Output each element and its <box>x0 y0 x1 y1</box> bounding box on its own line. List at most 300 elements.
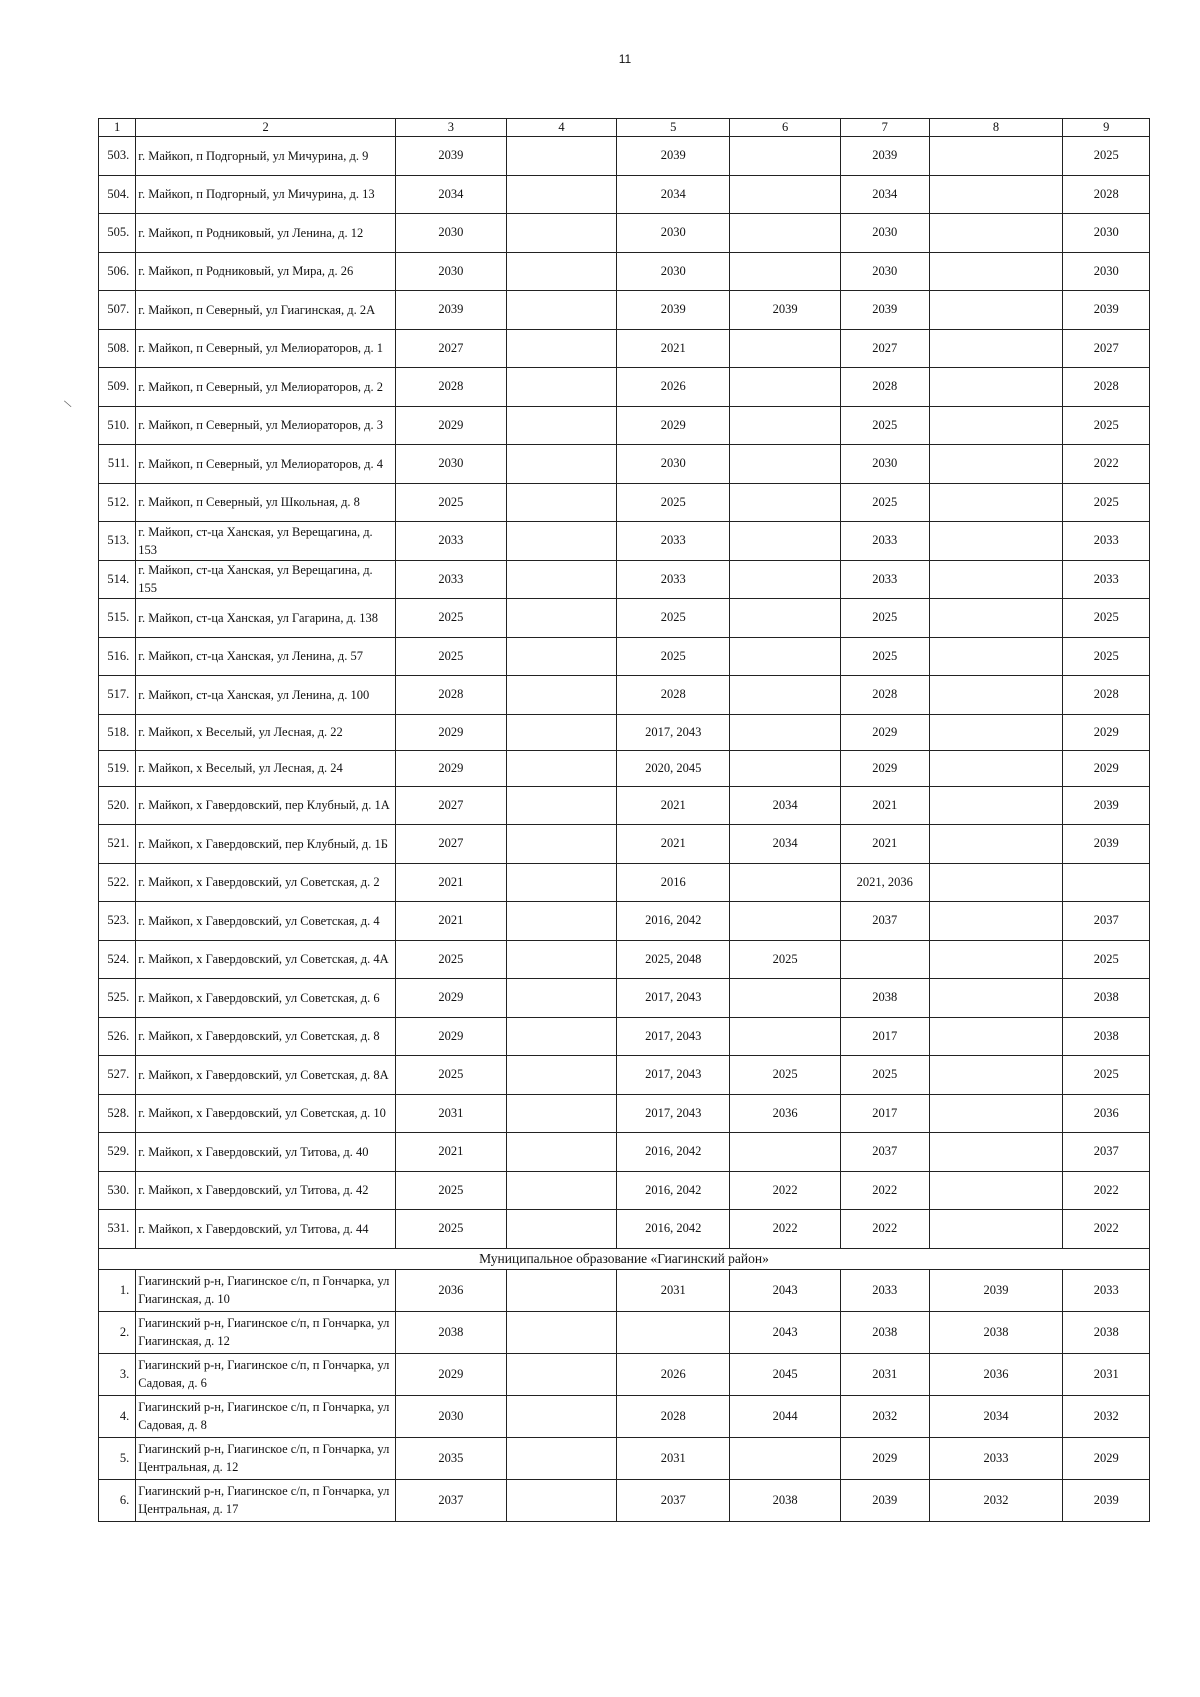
year-cell-9: 2036 <box>1063 1094 1150 1133</box>
year-cell-9: 2029 <box>1063 714 1150 750</box>
year-cell-7: 2033 <box>840 522 929 561</box>
year-cell-7: 2033 <box>840 560 929 599</box>
table-row <box>99 1133 1150 1172</box>
year-cell-7: 2025 <box>840 1056 929 1095</box>
column-header: 2 <box>136 119 396 137</box>
address-cell: г. Майкоп, п Подгорный, ул Мичурина, д. 9 <box>136 137 396 176</box>
table-row <box>99 940 1150 979</box>
year-cell-6 <box>730 329 841 368</box>
year-cell-7: 2029 <box>840 1437 929 1479</box>
column-header: 5 <box>617 119 730 137</box>
year-cell-4 <box>506 676 617 715</box>
year-cell-3: 2021 <box>395 863 506 902</box>
year-cell-9: 2025 <box>1063 137 1150 176</box>
address-cell: г. Майкоп, ст-ца Ханская, ул Верещагина, д. 153 <box>136 522 396 561</box>
year-cell-5: 2033 <box>617 522 730 561</box>
row-number: 530. <box>99 1171 136 1210</box>
column-header: 7 <box>840 119 929 137</box>
year-cell-3: 2028 <box>395 676 506 715</box>
year-cell-4 <box>506 714 617 750</box>
year-cell-4 <box>506 445 617 484</box>
row-number: 515. <box>99 599 136 638</box>
row-number: 531. <box>99 1210 136 1249</box>
year-cell-5: 2034 <box>617 175 730 214</box>
year-cell-3: 2033 <box>395 522 506 561</box>
row-number: 508. <box>99 329 136 368</box>
table-row <box>99 714 1150 750</box>
year-cell-9: 2031 <box>1063 1353 1150 1395</box>
year-cell-5: 2031 <box>617 1437 730 1479</box>
year-cell-3: 2029 <box>395 979 506 1018</box>
year-cell-4 <box>506 137 617 176</box>
year-cell-9: 2037 <box>1063 902 1150 941</box>
year-cell-7: 2025 <box>840 599 929 638</box>
year-cell-6: 2045 <box>730 1353 841 1395</box>
year-cell-7: 2025 <box>840 637 929 676</box>
row-number: 6. <box>99 1479 136 1521</box>
year-cell-3: 2027 <box>395 825 506 864</box>
year-cell-6: 2036 <box>730 1094 841 1133</box>
year-cell-4 <box>506 214 617 253</box>
year-cell-9: 2038 <box>1063 1311 1150 1353</box>
table-row <box>99 214 1150 253</box>
table-row <box>99 1017 1150 1056</box>
row-number: 509. <box>99 368 136 407</box>
year-cell-6 <box>730 483 841 522</box>
row-number: 2. <box>99 1311 136 1353</box>
year-cell-8 <box>929 599 1063 638</box>
giaginsky-rows <box>99 1269 1150 1521</box>
year-cell-9: 2025 <box>1063 599 1150 638</box>
year-cell-9: 2038 <box>1063 1017 1150 1056</box>
year-cell-8 <box>929 863 1063 902</box>
year-cell-8 <box>929 786 1063 825</box>
address-cell: Гиагинский р-н, Гиагинское с/п, п Гончарка, ул Центральная, д. 17 <box>136 1479 396 1521</box>
address-cell: г. Майкоп, х Гавердовский, ул Титова, д. 44 <box>136 1210 396 1249</box>
year-cell-3: 2029 <box>395 1353 506 1395</box>
year-cell-3: 2021 <box>395 902 506 941</box>
table-row <box>99 1437 1150 1479</box>
year-cell-5: 2030 <box>617 214 730 253</box>
year-cell-8 <box>929 1017 1063 1056</box>
year-cell-7: 2021, 2036 <box>840 863 929 902</box>
year-cell-4 <box>506 175 617 214</box>
year-cell-8 <box>929 902 1063 941</box>
year-cell-3: 2025 <box>395 483 506 522</box>
year-cell-7: 2028 <box>840 368 929 407</box>
year-cell-7: 2029 <box>840 714 929 750</box>
year-cell-6 <box>730 175 841 214</box>
year-cell-9: 2028 <box>1063 175 1150 214</box>
year-cell-4 <box>506 522 617 561</box>
year-cell-9: 2030 <box>1063 252 1150 291</box>
year-cell-8: 2039 <box>929 1269 1063 1311</box>
year-cell-3: 2021 <box>395 1133 506 1172</box>
year-cell-5: 2016 <box>617 863 730 902</box>
year-cell-5: 2031 <box>617 1269 730 1311</box>
address-cell: г. Майкоп, х Гавердовский, ул Титова, д. 40 <box>136 1133 396 1172</box>
year-cell-3: 2034 <box>395 175 506 214</box>
year-cell-4 <box>506 599 617 638</box>
year-cell-6 <box>730 214 841 253</box>
year-cell-8 <box>929 291 1063 330</box>
year-cell-7: 2033 <box>840 1269 929 1311</box>
table-row <box>99 483 1150 522</box>
year-cell-9: 2025 <box>1063 1056 1150 1095</box>
year-cell-3: 2025 <box>395 599 506 638</box>
address-cell: г. Майкоп, п Северный, ул Мелиораторов, д. 3 <box>136 406 396 445</box>
address-cell: г. Майкоп, п Подгорный, ул Мичурина, д. 13 <box>136 175 396 214</box>
year-cell-6 <box>730 676 841 715</box>
year-cell-4 <box>506 252 617 291</box>
year-cell-6 <box>730 445 841 484</box>
section-title: Муниципальное образование «Гиагинский район» <box>99 1248 1150 1269</box>
year-cell-9: 2033 <box>1063 1269 1150 1311</box>
year-cell-8: 2033 <box>929 1437 1063 1479</box>
address-cell: Гиагинский р-н, Гиагинское с/п, п Гончарка, ул Садовая, д. 6 <box>136 1353 396 1395</box>
year-cell-7: 2037 <box>840 902 929 941</box>
year-cell-8 <box>929 1210 1063 1249</box>
year-cell-8 <box>929 483 1063 522</box>
row-number: 503. <box>99 137 136 176</box>
year-cell-8 <box>929 714 1063 750</box>
column-header: 8 <box>929 119 1063 137</box>
row-number: 527. <box>99 1056 136 1095</box>
table-row <box>99 979 1150 1018</box>
year-cell-3: 2027 <box>395 329 506 368</box>
year-cell-8 <box>929 560 1063 599</box>
year-cell-6 <box>730 979 841 1018</box>
year-cell-7: 2034 <box>840 175 929 214</box>
table-row <box>99 1395 1150 1437</box>
year-cell-5: 2020, 2045 <box>617 750 730 786</box>
year-cell-6: 2043 <box>730 1269 841 1311</box>
column-header: 6 <box>730 119 841 137</box>
year-cell-5: 2017, 2043 <box>617 1094 730 1133</box>
row-number: 525. <box>99 979 136 1018</box>
year-cell-3: 2031 <box>395 1094 506 1133</box>
year-cell-5: 2016, 2042 <box>617 1171 730 1210</box>
year-cell-3: 2039 <box>395 291 506 330</box>
row-number: 512. <box>99 483 136 522</box>
year-cell-7: 2017 <box>840 1017 929 1056</box>
year-cell-9: 2025 <box>1063 483 1150 522</box>
year-cell-4 <box>506 1269 617 1311</box>
year-cell-7: 2030 <box>840 252 929 291</box>
year-cell-8 <box>929 252 1063 291</box>
row-number: 513. <box>99 522 136 561</box>
table-row <box>99 1479 1150 1521</box>
address-cell: Гиагинский р-н, Гиагинское с/п, п Гончарка, ул Гиагинская, д. 10 <box>136 1269 396 1311</box>
year-cell-5: 2030 <box>617 445 730 484</box>
address-cell: г. Майкоп, п Северный, ул Мелиораторов, д. 4 <box>136 445 396 484</box>
table-row <box>99 786 1150 825</box>
row-number: 519. <box>99 750 136 786</box>
year-cell-6 <box>730 522 841 561</box>
year-cell-9: 2039 <box>1063 1479 1150 1521</box>
year-cell-8 <box>929 175 1063 214</box>
year-cell-4 <box>506 940 617 979</box>
year-cell-7: 2039 <box>840 1479 929 1521</box>
year-cell-4 <box>506 1479 617 1521</box>
address-cell: г. Майкоп, х Гавердовский, ул Советская, д. 4А <box>136 940 396 979</box>
address-cell: г. Майкоп, х Гавердовский, ул Советская, д. 8А <box>136 1056 396 1095</box>
year-cell-5: 2021 <box>617 825 730 864</box>
address-cell: г. Майкоп, х Гавердовский, пер Клубный, д. 1Б <box>136 825 396 864</box>
page-number: 11 <box>618 52 632 66</box>
table-row <box>99 1311 1150 1353</box>
year-cell-5: 2025 <box>617 599 730 638</box>
address-cell: г. Майкоп, х Гавердовский, ул Советская, д. 8 <box>136 1017 396 1056</box>
year-cell-5: 2037 <box>617 1479 730 1521</box>
year-cell-7: 2031 <box>840 1353 929 1395</box>
address-cell: г. Майкоп, ст-ца Ханская, ул Гагарина, д. 138 <box>136 599 396 638</box>
year-cell-5: 2017, 2043 <box>617 1017 730 1056</box>
year-cell-6 <box>730 750 841 786</box>
year-cell-9: 2032 <box>1063 1395 1150 1437</box>
year-cell-4 <box>506 786 617 825</box>
table-row <box>99 1269 1150 1311</box>
table-row <box>99 1353 1150 1395</box>
year-cell-5: 2028 <box>617 1395 730 1437</box>
row-number: 520. <box>99 786 136 825</box>
year-cell-5: 2017, 2043 <box>617 979 730 1018</box>
year-cell-5: 2017, 2043 <box>617 714 730 750</box>
address-cell: г. Майкоп, х Веселый, ул Лесная, д. 22 <box>136 714 396 750</box>
table-row <box>99 863 1150 902</box>
row-number: 4. <box>99 1395 136 1437</box>
year-cell-9: 2022 <box>1063 1171 1150 1210</box>
address-cell: г. Майкоп, х Гавердовский, пер Клубный, д. 1А <box>136 786 396 825</box>
year-cell-4 <box>506 291 617 330</box>
year-cell-7: 2025 <box>840 406 929 445</box>
row-number: 529. <box>99 1133 136 1172</box>
row-number: 514. <box>99 560 136 599</box>
row-number: 505. <box>99 214 136 253</box>
year-cell-8 <box>929 825 1063 864</box>
year-cell-3: 2029 <box>395 406 506 445</box>
year-cell-8: 2034 <box>929 1395 1063 1437</box>
row-number: 5. <box>99 1437 136 1479</box>
year-cell-5: 2016, 2042 <box>617 1133 730 1172</box>
year-cell-5: 2029 <box>617 406 730 445</box>
year-cell-9: 2030 <box>1063 214 1150 253</box>
year-cell-4 <box>506 1133 617 1172</box>
address-cell: г. Майкоп, п Северный, ул Мелиораторов, д. 1 <box>136 329 396 368</box>
year-cell-8 <box>929 940 1063 979</box>
year-cell-6: 2043 <box>730 1311 841 1353</box>
address-cell: Гиагинский р-н, Гиагинское с/п, п Гончарка, ул Гиагинская, д. 12 <box>136 1311 396 1353</box>
year-cell-8 <box>929 214 1063 253</box>
year-cell-9: 2022 <box>1063 1210 1150 1249</box>
row-number: 523. <box>99 902 136 941</box>
year-cell-4 <box>506 560 617 599</box>
table-row <box>99 522 1150 561</box>
year-cell-4 <box>506 1017 617 1056</box>
year-cell-5: 2016, 2042 <box>617 902 730 941</box>
year-cell-9: 2038 <box>1063 979 1150 1018</box>
year-cell-3: 2028 <box>395 368 506 407</box>
year-cell-3: 2029 <box>395 714 506 750</box>
year-cell-8: 2032 <box>929 1479 1063 1521</box>
year-cell-6 <box>730 252 841 291</box>
year-cell-8 <box>929 979 1063 1018</box>
table-row <box>99 329 1150 368</box>
year-cell-8 <box>929 445 1063 484</box>
year-cell-9: 2033 <box>1063 560 1150 599</box>
row-number: 521. <box>99 825 136 864</box>
year-cell-6 <box>730 560 841 599</box>
column-header: 1 <box>99 119 136 137</box>
year-cell-6: 2039 <box>730 291 841 330</box>
row-number: 506. <box>99 252 136 291</box>
year-cell-5: 2028 <box>617 676 730 715</box>
year-cell-6: 2025 <box>730 1056 841 1095</box>
row-number: 511. <box>99 445 136 484</box>
year-cell-3: 2030 <box>395 1395 506 1437</box>
year-cell-4 <box>506 863 617 902</box>
table-row <box>99 902 1150 941</box>
table-row <box>99 445 1150 484</box>
year-cell-6: 2022 <box>730 1210 841 1249</box>
year-cell-8 <box>929 676 1063 715</box>
table-row <box>99 1094 1150 1133</box>
year-cell-4 <box>506 483 617 522</box>
year-cell-9: 2039 <box>1063 825 1150 864</box>
year-cell-4 <box>506 750 617 786</box>
year-cell-3: 2037 <box>395 1479 506 1521</box>
year-cell-3: 2025 <box>395 1210 506 1249</box>
year-cell-4 <box>506 1353 617 1395</box>
year-cell-8 <box>929 522 1063 561</box>
year-cell-3: 2025 <box>395 940 506 979</box>
table-row <box>99 291 1150 330</box>
table-row <box>99 137 1150 176</box>
address-cell: г. Майкоп, х Веселый, ул Лесная, д. 24 <box>136 750 396 786</box>
year-cell-9: 2028 <box>1063 368 1150 407</box>
year-cell-7: 2025 <box>840 483 929 522</box>
year-cell-9: 2025 <box>1063 406 1150 445</box>
row-number: 504. <box>99 175 136 214</box>
year-cell-7: 2029 <box>840 750 929 786</box>
year-cell-4 <box>506 1437 617 1479</box>
year-cell-8 <box>929 368 1063 407</box>
year-cell-3: 2035 <box>395 1437 506 1479</box>
table-row <box>99 750 1150 786</box>
year-cell-4 <box>506 1171 617 1210</box>
table-row <box>99 252 1150 291</box>
year-cell-3: 2036 <box>395 1269 506 1311</box>
year-cell-9: 2022 <box>1063 445 1150 484</box>
address-cell: г. Майкоп, п Северный, ул Мелиораторов, д. 2 <box>136 368 396 407</box>
address-cell: г. Майкоп, х Гавердовский, ул Советская, д. 4 <box>136 902 396 941</box>
year-cell-3: 2025 <box>395 637 506 676</box>
year-cell-8: 2036 <box>929 1353 1063 1395</box>
year-cell-3: 2038 <box>395 1311 506 1353</box>
year-cell-9: 2027 <box>1063 329 1150 368</box>
address-cell: г. Майкоп, п Северный, ул Гиагинская, д. 2А <box>136 291 396 330</box>
year-cell-6 <box>730 902 841 941</box>
address-cell: г. Майкоп, х Гавердовский, ул Советская, д. 10 <box>136 1094 396 1133</box>
year-cell-5: 2026 <box>617 368 730 407</box>
row-number: 517. <box>99 676 136 715</box>
year-cell-3: 2033 <box>395 560 506 599</box>
row-number: 507. <box>99 291 136 330</box>
address-cell: г. Майкоп, х Гавердовский, ул Советская, д. 6 <box>136 979 396 1018</box>
row-number: 3. <box>99 1353 136 1395</box>
year-cell-4 <box>506 902 617 941</box>
year-cell-9: 2025 <box>1063 940 1150 979</box>
year-cell-6 <box>730 1133 841 1172</box>
year-cell-9 <box>1063 863 1150 902</box>
year-cell-5: 2033 <box>617 560 730 599</box>
table-row <box>99 175 1150 214</box>
address-cell: г. Майкоп, ст-ца Ханская, ул Ленина, д. 57 <box>136 637 396 676</box>
year-cell-7: 2038 <box>840 1311 929 1353</box>
year-cell-7: 2017 <box>840 1094 929 1133</box>
year-cell-9: 2037 <box>1063 1133 1150 1172</box>
year-cell-5: 2016, 2042 <box>617 1210 730 1249</box>
year-cell-8 <box>929 750 1063 786</box>
year-cell-8 <box>929 1171 1063 1210</box>
year-cell-6 <box>730 714 841 750</box>
year-cell-7: 2027 <box>840 329 929 368</box>
year-cell-7: 2039 <box>840 137 929 176</box>
row-number: 522. <box>99 863 136 902</box>
year-cell-8 <box>929 329 1063 368</box>
year-cell-6: 2034 <box>730 786 841 825</box>
year-cell-3: 2025 <box>395 1171 506 1210</box>
year-cell-9: 2029 <box>1063 1437 1150 1479</box>
table-row <box>99 825 1150 864</box>
year-cell-9: 2039 <box>1063 291 1150 330</box>
year-cell-7: 2030 <box>840 214 929 253</box>
year-cell-7: 2022 <box>840 1171 929 1210</box>
year-cell-3: 2030 <box>395 214 506 253</box>
year-cell-4 <box>506 368 617 407</box>
table-row <box>99 1171 1150 1210</box>
row-number: 526. <box>99 1017 136 1056</box>
table-row <box>99 1210 1150 1249</box>
year-cell-6 <box>730 406 841 445</box>
year-cell-9: 2033 <box>1063 522 1150 561</box>
year-cell-6: 2022 <box>730 1171 841 1210</box>
year-cell-6 <box>730 137 841 176</box>
address-cell: г. Майкоп, п Северный, ул Школьная, д. 8 <box>136 483 396 522</box>
column-header: 4 <box>506 119 617 137</box>
section-heading-row <box>99 1248 1150 1269</box>
year-cell-7: 2038 <box>840 979 929 1018</box>
column-header: 3 <box>395 119 506 137</box>
year-cell-8: 2038 <box>929 1311 1063 1353</box>
year-cell-6: 2044 <box>730 1395 841 1437</box>
section-heading-row-group <box>99 1248 1150 1269</box>
table-row <box>99 368 1150 407</box>
year-cell-6 <box>730 1437 841 1479</box>
year-cell-7: 2037 <box>840 1133 929 1172</box>
year-cell-4 <box>506 1094 617 1133</box>
year-cell-5: 2021 <box>617 329 730 368</box>
year-cell-5: 2017, 2043 <box>617 1056 730 1095</box>
year-cell-3: 2027 <box>395 786 506 825</box>
row-number: 510. <box>99 406 136 445</box>
year-cell-8 <box>929 1133 1063 1172</box>
year-cell-7 <box>840 940 929 979</box>
year-cell-5: 2039 <box>617 137 730 176</box>
year-cell-6 <box>730 368 841 407</box>
stray-scan-mark: \ <box>62 396 73 411</box>
year-cell-5 <box>617 1311 730 1353</box>
